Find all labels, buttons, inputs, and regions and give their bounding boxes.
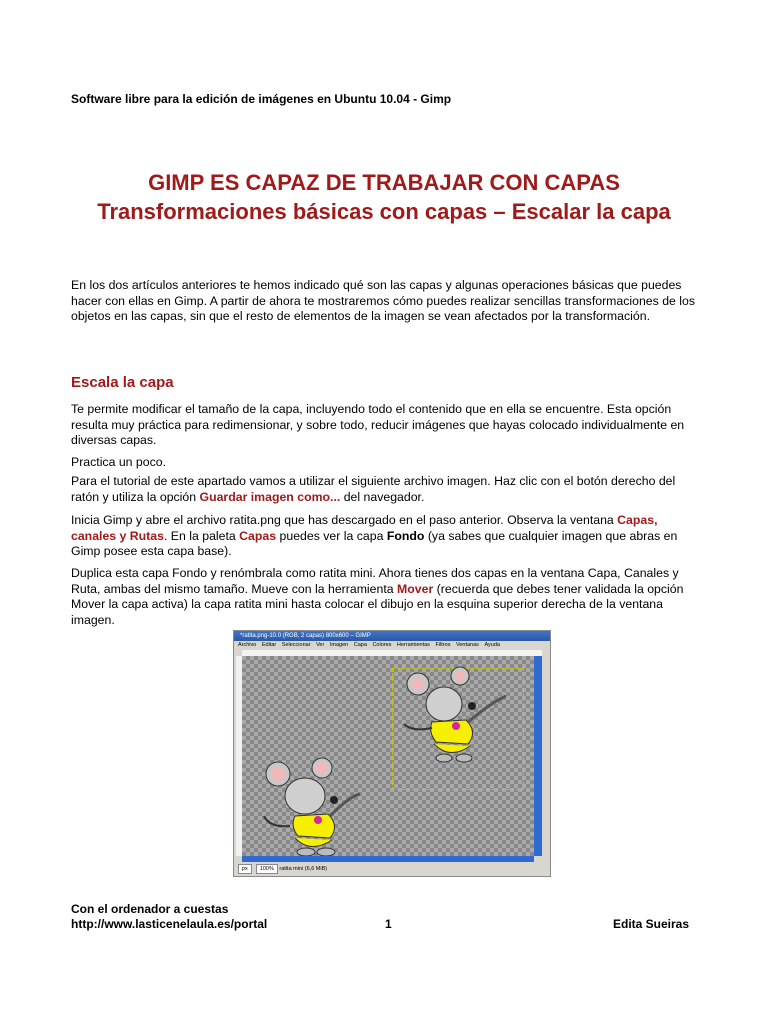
- gimp-screenshot: [233, 630, 551, 877]
- gimp-menu-item: Ver: [316, 642, 325, 648]
- document-subtitle: Transformaciones básicas con capas – Escalar la capa: [97, 199, 671, 224]
- page-number: 1: [385, 917, 392, 931]
- running-header: Software libre para la edición de imágenes en Ubuntu 10.04 - Gimp: [71, 92, 452, 106]
- footer-organization: Con el ordenador a cuestas: [71, 902, 229, 916]
- gimp-menu-item: Capa: [353, 642, 367, 648]
- text: puedes ver la capa: [276, 528, 387, 543]
- vertical-scrollbar: [534, 656, 542, 856]
- fondo-layer-label: Fondo: [386, 528, 425, 543]
- paragraph-duplicate-layer: [71, 566, 701, 628]
- gimp-window-title: *ratita.png-10.0 (RGB, 2 capas) 800x600 – GIMP: [234, 631, 550, 641]
- section-heading: Escala la capa: [71, 374, 174, 391]
- intro-paragraph: En los dos artículos anteriores te hemos indicado qué son las capas y algunas operaciones básicas que puedes hacer con ellas en Gimp. A partir de ahora te mostraremos cómo puedes realizar sencillas transformaciones de los objetos en las capas, sin que el resto de elementos de la imagen se vean afectados por la transformación.: [71, 278, 696, 324]
- footer-url: http://www.lasticenelaula.es/portal: [71, 917, 268, 931]
- text: . En la paleta: [163, 528, 240, 543]
- paragraph-scale-description: Te permite modificar el tamaño de la capa, incluyendo todo el contenido que en ella se encuentre. Esta opción resulta muy práctica para redimensionar, y sobre todo, reducir imágenes que hayas colocado individualmente en diversas capas.: [71, 402, 685, 448]
- paragraph-open-gimp: [71, 513, 701, 560]
- gimp-menu-item: Filtros: [435, 642, 451, 648]
- layers-channels-paths-label: Capas, canales y Rutas: [71, 513, 658, 543]
- gimp-statusbar: [234, 862, 550, 876]
- document-title: GIMP ES CAPAZ DE TRABAJAR CON CAPAS: [148, 170, 620, 195]
- status-text: ratita mini (6,6 MiB): [279, 866, 328, 872]
- move-tool-label: Mover: [397, 581, 434, 596]
- gimp-menubar: [234, 641, 550, 650]
- layers-palette-label: Capas: [239, 528, 277, 543]
- gimp-menu-item: Colores: [372, 642, 392, 648]
- unit-select: px: [238, 864, 252, 874]
- save-image-option: Guardar imagen como...: [199, 489, 341, 504]
- footer-author: Edita Sueiras: [613, 917, 690, 931]
- gimp-canvas: [242, 656, 534, 856]
- gimp-menu-item: Archivo: [238, 642, 257, 648]
- gimp-menu-item: Seleccionar: [281, 642, 311, 648]
- gimp-menu-item: Ayuda: [484, 642, 500, 648]
- gimp-menu-item: Herramientas: [396, 642, 430, 648]
- paragraph-practice: Practica un poco.: [71, 455, 167, 469]
- paragraph-tutorial-file: [71, 474, 701, 505]
- text: (recuerda que debes tener validada la opción Mover la capa activa) la capa ratita mini hasta colocar el dibujo en la esquina superior derecha de la ventana imagen.: [71, 581, 684, 627]
- gimp-menu-item: Imagen: [329, 642, 349, 648]
- gimp-menu-item: Ventanas: [455, 642, 479, 648]
- zoom-select: 100%: [256, 864, 278, 874]
- text: (ya sabes que cualquier imagen que abras en Gimp posee esta capa base).: [71, 528, 678, 559]
- text: Para el tutorial de este apartado vamos a utilizar el siguiente archivo imagen. Haz clic con el botón derecho del ratón y utiliza la opción: [71, 474, 676, 504]
- text: Inicia Gimp y abre el archivo ratita.png que has descargado en el paso anterior. Observa la ventana: [71, 513, 618, 527]
- mouse-illustration: [242, 656, 534, 856]
- text: Duplica esta capa Fondo y renómbrala como ratita mini. Ahora tienes dos capas en la ventana Capa, Canales y Ruta, ambas del mismo tamaño. Mueve con la herramienta: [71, 566, 679, 596]
- text: del navegador.: [340, 489, 425, 504]
- gimp-menu-item: Editar: [261, 642, 277, 648]
- mouse-top-right: [404, 667, 506, 762]
- mouse-bottom-left: [264, 758, 360, 856]
